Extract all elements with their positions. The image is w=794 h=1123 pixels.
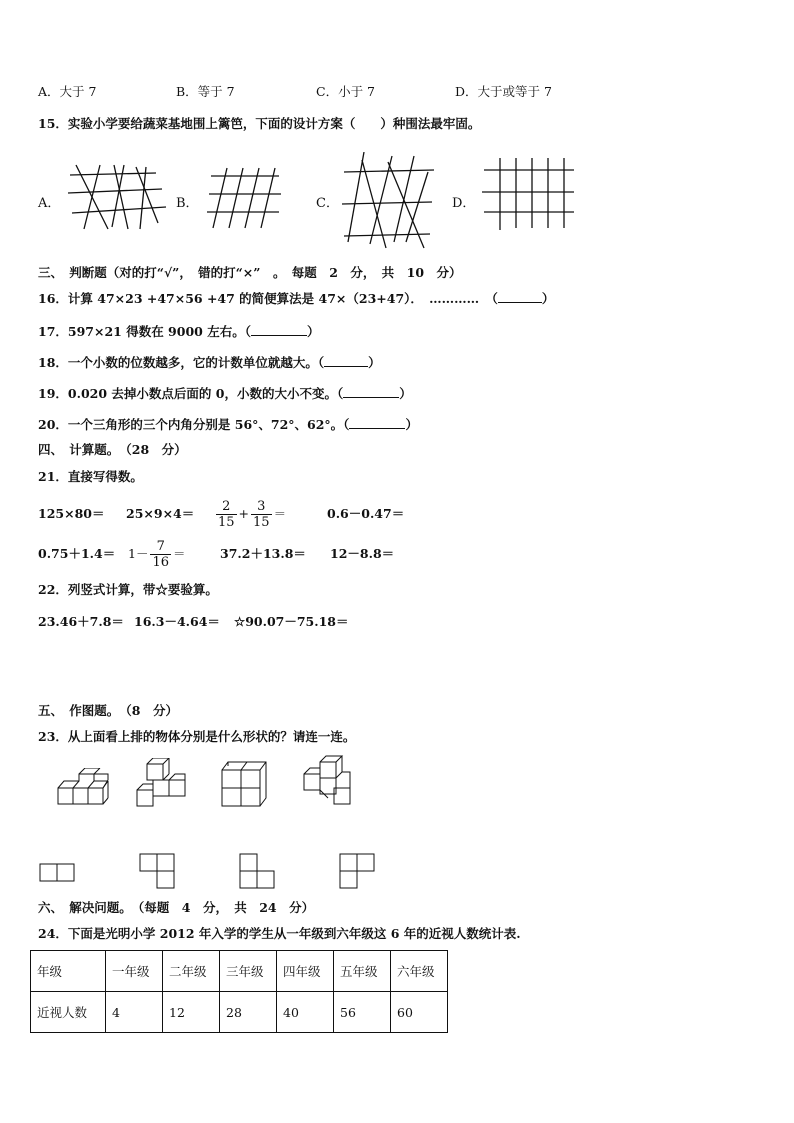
q19-close: ）: [399, 386, 412, 401]
q15-label-c: C．: [316, 196, 339, 211]
q15-label-d: D．: [452, 196, 476, 211]
fraction-3-15: $\frac{3}{15}$: [253, 499, 270, 530]
q19-answer-blank[interactable]: [343, 386, 399, 398]
q22-expr-3: ☆90.07－75.18＝: [234, 614, 349, 629]
top-view-shape-4: [338, 852, 378, 892]
q14-option-d: D．大于或等于 7: [455, 84, 552, 99]
q18-row: [38, 355, 381, 371]
q20-row: [38, 417, 418, 433]
q18-close: ）: [368, 355, 381, 370]
fence-a-figure: [66, 163, 170, 233]
top-view-shape-1: [38, 862, 78, 884]
q21-expr-1: 125×80＝: [38, 506, 105, 521]
section4-title: 四、 计算题。 （28 分）: [38, 442, 187, 457]
fence-d-figure: [480, 156, 576, 232]
q22-expr-2: 16.3－4.64＝: [134, 614, 220, 629]
myopia-stats-table: [30, 950, 448, 1033]
table-cell: 五年级: [334, 951, 391, 992]
table-row: [31, 992, 448, 1033]
q21-expr-2: 25×9×4＝: [126, 506, 195, 521]
q16-row: [38, 291, 554, 307]
fraction-7-16: $\frac{7}{16}$: [152, 539, 169, 570]
table-cell: 4: [106, 992, 163, 1033]
one-minus: 1－: [128, 546, 149, 561]
table-cell: 12: [163, 992, 220, 1033]
equals-sign: ＝: [173, 546, 186, 561]
q22-expr-1: 23.46＋7.8＝: [38, 614, 124, 629]
q20-text: 20．一个三角形的三个内角分别是 56°、72°、62°。（: [38, 417, 350, 432]
q18-answer-blank[interactable]: [324, 355, 368, 367]
table-cell: 56: [334, 992, 391, 1033]
q21-expr-5: 0.75＋1.4＝: [38, 546, 116, 561]
q19-row: [38, 386, 412, 402]
q20-close: ）: [405, 417, 418, 432]
cube-figure-1: [54, 768, 110, 808]
table-cell: 60: [391, 992, 448, 1033]
q17-text: 17．597×21 得数在 9000 左右。（: [38, 324, 251, 339]
q14-option-b: B．等于 7: [176, 84, 235, 99]
q17-close: ）: [306, 324, 320, 339]
fence-b-figure: [205, 166, 285, 230]
q21-title: 21．直接写得数。: [38, 469, 143, 484]
q16-text: 16．计算 47×23 +47×56 +47 的简便算法是 47×（23+47）． ………… （: [38, 291, 498, 306]
fence-c-figure: [340, 152, 436, 250]
table-cell: 一年级: [106, 951, 163, 992]
section6-title: 六、 解决问题。 （每题 4 分， 共 24 分）: [38, 900, 315, 915]
q14-option-a: A．大于 7: [38, 84, 97, 99]
table-cell: 六年级: [391, 951, 448, 992]
q15-question: 15．实验小学要给蔬菜基地围上篱笆，下面的设计方案（ ）种围法最牢固。: [38, 116, 481, 131]
q17-row: [38, 324, 319, 340]
cube-figure-4: [300, 754, 356, 808]
table-cell: 三年级: [220, 951, 277, 992]
q15-label-b: B．: [176, 196, 199, 211]
q14-option-c: C．小于 7: [316, 84, 375, 99]
section5-title: 五、 作图题。 （8 分）: [38, 703, 178, 718]
fraction-2-15: $\frac{2}{15}$: [218, 499, 235, 530]
table-cell: 28: [220, 992, 277, 1033]
q16-answer-blank[interactable]: [498, 291, 542, 303]
q21-expr-7: 37.2＋13.8＝: [220, 546, 306, 561]
equals-sign: ＝: [273, 506, 287, 521]
plus-sign: +: [238, 506, 250, 521]
q21-expr-4: 0.6－0.47＝: [327, 506, 405, 521]
q23-question: 23．从上面看上排的物体分别是什么形状的？请连一连。: [38, 729, 356, 744]
table-cell: 年级: [31, 951, 106, 992]
q22-title: 22．列竖式计算，带☆要验算。: [38, 582, 218, 597]
table-cell: 二年级: [163, 951, 220, 992]
cube-figure-3: [218, 758, 270, 808]
q21-expr-3: [214, 492, 286, 536]
q19-text: 19．0.020 去掉小数点后面的 0，小数的大小不变。（: [38, 386, 344, 401]
top-view-shape-2: [138, 852, 178, 892]
section3-title: 三、 判断题（对的打“√”， 错的打“×” 。 每题 2 分， 共 10 分）: [38, 265, 462, 280]
q17-answer-blank[interactable]: [251, 324, 307, 336]
cube-figure-2: [133, 758, 189, 808]
q20-answer-blank[interactable]: [349, 417, 405, 429]
q21-expr-6: [128, 532, 186, 576]
top-view-shape-3: [238, 852, 278, 892]
table-header-row: [31, 951, 448, 992]
q16-close: ）: [541, 291, 555, 306]
q15-label-a: A．: [38, 196, 61, 211]
table-cell: 40: [277, 992, 334, 1033]
table-cell: 四年级: [277, 951, 334, 992]
table-cell: 近视人数: [31, 992, 106, 1033]
q24-question: 24．下面是光明小学 2012 年入学的学生从一年级到六年级这 6 年的近视人数统计表.: [38, 926, 521, 941]
q18-text: 18．一个小数的位数越多，它的计数单位就越大。（: [38, 355, 325, 370]
q21-expr-8: 12－8.8＝: [330, 546, 395, 561]
